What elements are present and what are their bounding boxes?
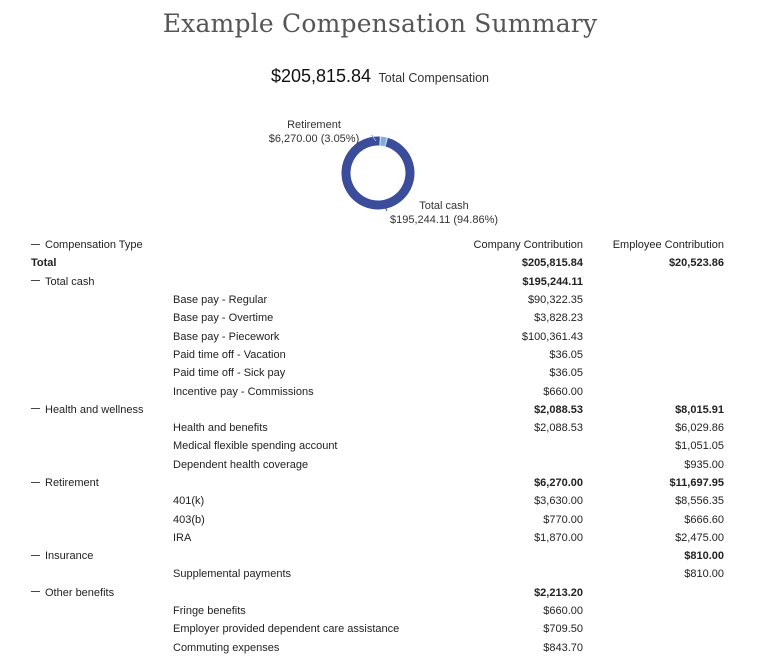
table-row <box>31 510 724 528</box>
indent-cell <box>31 529 173 547</box>
table-row <box>31 602 724 620</box>
table-header-row <box>31 236 724 254</box>
item-label: Dependent health coverage <box>173 458 309 471</box>
item-employee <box>583 309 724 327</box>
item-employee <box>583 602 724 620</box>
indent-cell <box>31 620 173 638</box>
indent-cell <box>31 382 173 400</box>
item-label: 401(k) <box>173 495 205 508</box>
item-label: Commuting expenses <box>173 641 280 654</box>
header-compensation-type-label: Compensation Type <box>45 239 143 252</box>
table-group-row <box>31 273 724 291</box>
table-row <box>31 382 724 400</box>
chart-label-total-cash-name: Total cash <box>419 200 469 212</box>
indent-cell <box>31 327 173 345</box>
total-compensation-amount: $205,815.84 <box>270 66 372 86</box>
collapse-icon <box>31 591 40 592</box>
collapse-icon <box>31 244 40 245</box>
group-toggle[interactable] <box>31 547 445 565</box>
group-toggle[interactable] <box>31 474 445 492</box>
table-row <box>31 364 724 382</box>
indent-cell <box>31 309 173 327</box>
indent-cell <box>31 456 173 474</box>
item-label: Incentive pay - Commissions <box>173 385 314 398</box>
item-company: $709.50 <box>543 623 583 636</box>
group-label: Health and wellness <box>45 403 144 416</box>
chart-label-retirement-name: Retirement <box>287 119 341 131</box>
group-employee <box>583 273 724 291</box>
collapse-icon <box>31 555 40 556</box>
item-label: Fringe benefits <box>173 605 246 618</box>
group-label: Other benefits <box>45 586 115 599</box>
item-company: $2,088.53 <box>534 422 583 435</box>
collapse-icon <box>31 408 40 409</box>
item-company: $660.00 <box>543 605 583 618</box>
item-label: Paid time off - Sick pay <box>173 367 286 380</box>
item-employee: $6,029.86 <box>675 422 724 435</box>
collapse-icon <box>31 482 40 483</box>
indent-cell <box>31 565 173 583</box>
table-group-row <box>31 584 724 602</box>
table-row <box>31 620 724 638</box>
table-row <box>31 529 724 547</box>
group-label: Total cash <box>45 275 95 288</box>
group-label: Insurance <box>45 550 94 563</box>
item-employee: $666.60 <box>684 513 724 526</box>
group-toggle[interactable] <box>31 401 445 419</box>
indent-cell <box>31 437 173 455</box>
table-group-row <box>31 401 724 419</box>
table-row <box>31 327 724 345</box>
table-row <box>31 565 724 583</box>
group-label: Retirement <box>45 477 99 489</box>
indent-cell <box>31 291 173 309</box>
table-row <box>31 639 724 657</box>
donut-slice-total-cash <box>346 141 410 205</box>
group-employee: $810.00 <box>684 550 724 563</box>
total-row <box>31 254 724 272</box>
table-row <box>31 419 724 437</box>
group-company <box>445 547 583 565</box>
item-company: $90,322.35 <box>527 294 583 307</box>
total-compensation <box>0 66 760 87</box>
table-row <box>31 309 724 327</box>
item-employee <box>583 620 724 638</box>
indent-cell <box>31 419 173 437</box>
item-company <box>445 437 583 455</box>
total-compensation-label: Total Compensation <box>378 71 490 85</box>
chart-label-retirement-value: $6,270.00 (3.05%) <box>268 133 360 145</box>
group-company: $6,270.00 <box>534 477 583 489</box>
table-row <box>31 291 724 309</box>
item-label: 403(b) <box>173 513 205 526</box>
indent-cell <box>31 602 173 620</box>
chart-label-retirement <box>262 118 366 146</box>
table-row <box>31 437 724 455</box>
page-title: Example Compensation Summary <box>162 9 598 38</box>
item-label: Health and benefits <box>173 422 268 435</box>
table-row <box>31 456 724 474</box>
indent-cell <box>31 364 173 382</box>
group-employee <box>583 584 724 602</box>
item-company <box>445 456 583 474</box>
item-employee <box>583 382 724 400</box>
group-employee: $11,697.95 <box>669 477 724 489</box>
item-company: $36.05 <box>549 348 583 361</box>
item-employee <box>583 291 724 309</box>
item-company: $100,361.43 <box>521 330 583 343</box>
item-employee <box>583 327 724 345</box>
indent-cell <box>31 346 173 364</box>
group-company: $2,088.53 <box>534 403 583 416</box>
header-company-contribution: Company Contribution <box>473 239 583 252</box>
compensation-table <box>31 236 724 657</box>
table-group-row <box>31 547 724 565</box>
header-compensation-type[interactable] <box>31 236 445 254</box>
total-row-label: Total <box>31 257 57 270</box>
group-toggle[interactable] <box>31 273 445 291</box>
chart-label-total-cash-value: $195,244.11 (94.86%) <box>389 214 499 226</box>
table-group-row <box>31 474 724 492</box>
item-company: $770.00 <box>543 513 583 526</box>
chart-label-total-cash <box>384 199 504 227</box>
item-label: Medical flexible spending account <box>173 440 338 453</box>
item-label: Supplemental payments <box>173 568 292 581</box>
header-employee-contribution: Employee Contribution <box>612 239 724 252</box>
item-company: $1,870.00 <box>534 531 583 544</box>
item-employee: $1,051.05 <box>675 440 724 453</box>
indent-cell <box>31 639 173 657</box>
item-employee <box>583 639 724 657</box>
group-company: $195,244.11 <box>522 275 583 288</box>
item-employee: $2,475.00 <box>675 531 724 544</box>
group-company: $2,213.20 <box>534 586 583 599</box>
total-row-employee: $20,523.86 <box>668 257 724 270</box>
donut-slice-retirement <box>381 141 386 142</box>
collapse-icon <box>31 280 40 281</box>
item-company: $3,828.23 <box>534 312 583 325</box>
item-label: Paid time off - Vacation <box>173 348 286 361</box>
item-label: Base pay - Piecework <box>173 330 280 343</box>
item-label: Employer provided dependent care assistance <box>173 623 400 636</box>
item-label: Base pay - Overtime <box>173 312 274 325</box>
item-employee <box>583 346 724 364</box>
item-employee <box>583 364 724 382</box>
item-label: Base pay - Regular <box>173 294 268 307</box>
group-toggle[interactable] <box>31 584 445 602</box>
item-company <box>445 565 583 583</box>
indent-cell <box>31 510 173 528</box>
item-company: $660.00 <box>543 385 583 398</box>
item-label: IRA <box>173 531 192 544</box>
indent-cell <box>31 492 173 510</box>
total-row-company: $205,815.84 <box>521 257 583 270</box>
table-row <box>31 346 724 364</box>
table-row <box>31 492 724 510</box>
item-company: $843.70 <box>543 641 583 654</box>
item-employee: $810.00 <box>684 568 724 581</box>
item-employee: $935.00 <box>684 458 724 471</box>
item-company: $36.05 <box>549 367 583 380</box>
item-company: $3,630.00 <box>534 495 583 508</box>
item-employee: $8,556.35 <box>675 495 724 508</box>
group-employee: $8,015.91 <box>675 403 724 416</box>
